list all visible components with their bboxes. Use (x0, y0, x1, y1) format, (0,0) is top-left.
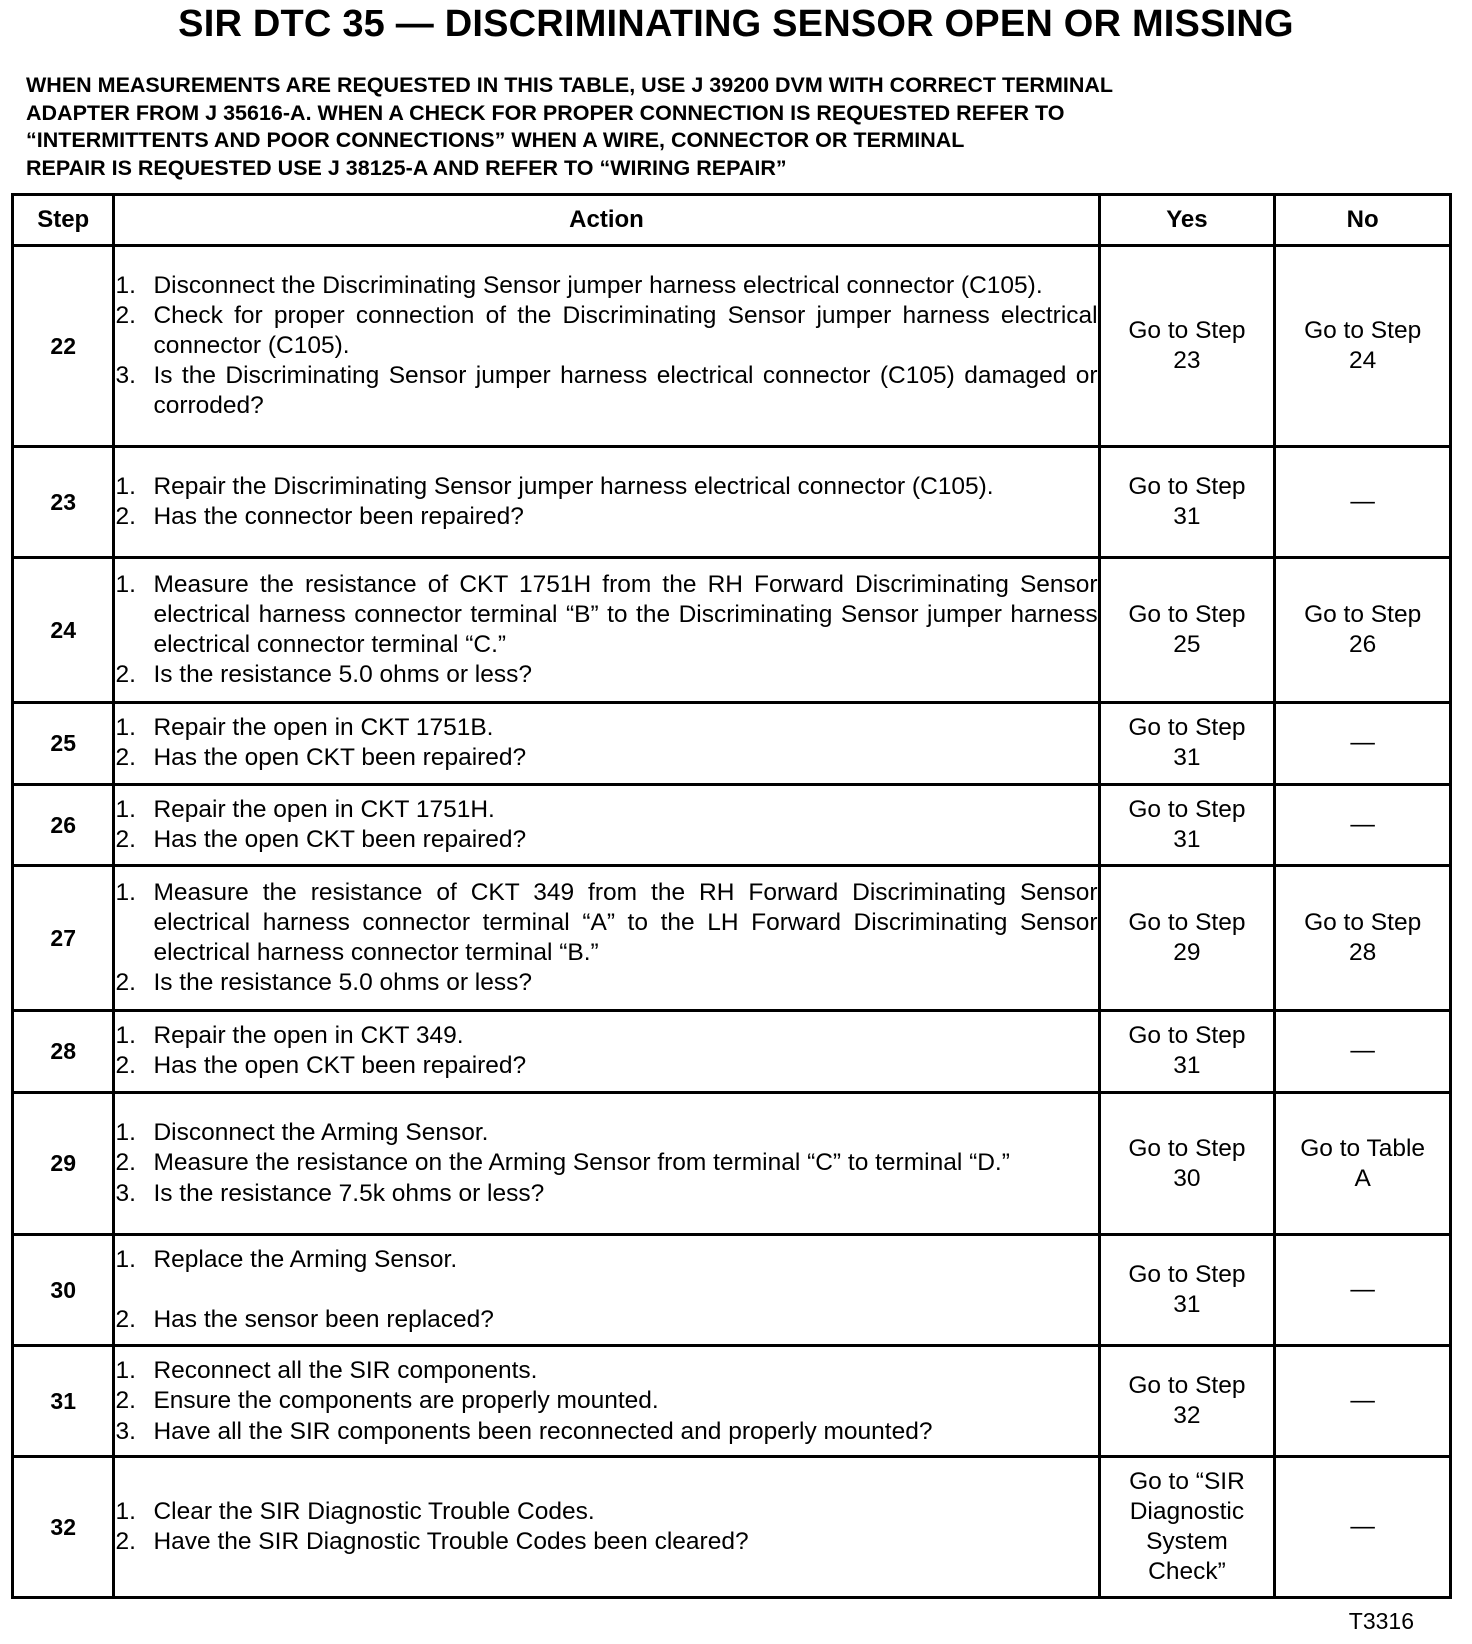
no-result: Go to Table A (1300, 1134, 1426, 1192)
table-row (13, 447, 1451, 558)
yes-column-header: Yes (1099, 195, 1275, 246)
step-number: 31 (13, 1346, 114, 1457)
yes-result: Go to Step 30 (1128, 1134, 1246, 1192)
table-row (13, 1346, 1451, 1457)
action-list (115, 1356, 1097, 1447)
table-row (13, 866, 1451, 1011)
action-cell (114, 246, 1099, 447)
table-row (13, 1457, 1451, 1598)
step-number: 26 (13, 784, 114, 866)
step-number: 24 (13, 558, 114, 703)
yes-result-cell (1099, 702, 1275, 784)
yes-result-cell (1099, 447, 1275, 558)
action-item-number: 3. (115, 1417, 136, 1445)
action-item-text: Clear the SIR Diagnostic Trouble Codes. (153, 1498, 595, 1526)
action-item (115, 502, 1097, 532)
table-header-row (13, 195, 1451, 246)
action-item (115, 1417, 1097, 1447)
no-result: — (1350, 811, 1375, 839)
action-item-number: 1. (115, 714, 136, 742)
action-item-text: Check for proper connection of the Discriminating Sensor jumper harness electrical connector (C105). (153, 301, 1098, 359)
action-cell (114, 1011, 1099, 1093)
action-item-text: Is the Discriminating Sensor jumper harness electrical connector (C105) damaged or corroded? (153, 362, 1098, 420)
action-cell (114, 447, 1099, 558)
yes-result: Go to Step 25 (1128, 601, 1246, 659)
action-item-text: Measure the resistance of CKT 1751H from the RH Forward Discriminating Sensor electrical harness connector terminal “B” to the Discriminating Sensor jumper harness electrical connector terminal “C.” (153, 570, 1098, 659)
action-list (115, 1245, 1097, 1335)
action-item-number: 1. (115, 878, 136, 906)
step-number: 23 (13, 447, 114, 558)
action-item-number: 2. (115, 1052, 136, 1080)
no-result: Go to Step 24 (1304, 317, 1422, 375)
step-number: 25 (13, 702, 114, 784)
action-item (115, 795, 1097, 825)
action-item (115, 1051, 1097, 1081)
table-row (13, 702, 1451, 784)
yes-result: Go to “SIR Diagnostic System Check” (1129, 1468, 1245, 1586)
yes-result: Go to Step 31 (1128, 473, 1246, 531)
action-item-text: Is the resistance 7.5k ohms or less? (153, 1179, 545, 1207)
yes-result-cell (1099, 1346, 1275, 1457)
no-result-cell (1275, 246, 1451, 447)
action-item-number: 2. (115, 661, 136, 689)
action-list (115, 1497, 1097, 1557)
action-item (115, 1386, 1097, 1416)
no-result-cell (1275, 1346, 1451, 1457)
action-list (115, 878, 1097, 999)
action-item (115, 1245, 1097, 1275)
yes-result: Go to Step 31 (1128, 1261, 1246, 1319)
step-number: 22 (13, 246, 114, 447)
action-item-number: 3. (115, 362, 136, 390)
yes-result: Go to Step 31 (1128, 1022, 1246, 1080)
no-result: — (1350, 488, 1375, 516)
action-item-text: Is the resistance 5.0 ohms or less? (153, 661, 533, 689)
action-item (115, 271, 1097, 301)
action-cell (114, 1346, 1099, 1457)
action-item-number: 2. (115, 969, 136, 997)
action-item-text: Repair the open in CKT 1751H. (153, 795, 495, 823)
no-result-cell (1275, 1011, 1451, 1093)
action-item-number: 2. (115, 826, 136, 854)
action-cell (114, 1092, 1099, 1235)
action-item (115, 825, 1097, 855)
table-body (13, 246, 1451, 1598)
no-result-cell (1275, 1092, 1451, 1235)
yes-result-cell (1099, 246, 1275, 447)
diagnostic-table (11, 193, 1452, 1599)
action-item (115, 743, 1097, 773)
action-item (115, 1148, 1097, 1178)
action-item-number: 2. (115, 1306, 136, 1334)
yes-result-cell (1099, 1235, 1275, 1346)
no-result-cell (1275, 447, 1451, 558)
action-cell (114, 702, 1099, 784)
step-column-header: Step (13, 195, 114, 246)
no-result: — (1350, 729, 1375, 757)
yes-result-cell (1099, 558, 1275, 703)
yes-result-cell (1099, 866, 1275, 1011)
action-list (115, 795, 1097, 855)
table-row (13, 246, 1451, 447)
table-row (13, 1092, 1451, 1235)
no-result: — (1350, 1387, 1375, 1415)
step-number: 27 (13, 866, 114, 1011)
yes-result: Go to Step 31 (1128, 796, 1246, 854)
action-item-number: 2. (115, 1528, 136, 1556)
action-item-number: 2. (115, 1387, 136, 1415)
no-result-cell (1275, 702, 1451, 784)
action-item-text: Measure the resistance on the Arming Sensor from terminal “C” to terminal “D.” (153, 1149, 1010, 1177)
yes-result-cell (1099, 1092, 1275, 1235)
table-row (13, 1011, 1451, 1093)
action-item-number: 1. (115, 570, 136, 598)
action-item-text: Has the open CKT been repaired? (153, 744, 527, 772)
action-cell (114, 1457, 1099, 1598)
action-item-text: Has the sensor been replaced? (153, 1306, 494, 1334)
action-item (115, 1118, 1097, 1148)
action-item (115, 361, 1097, 421)
no-result-cell (1275, 558, 1451, 703)
action-item-number: 3. (115, 1179, 136, 1207)
figure-id: T3316 (1348, 1608, 1414, 1634)
action-item-text: Repair the open in CKT 349. (153, 1022, 464, 1050)
action-item (115, 1021, 1097, 1051)
action-item-text: Repair the open in CKT 1751B. (153, 714, 494, 742)
action-item-number: 1. (115, 1498, 136, 1526)
no-result: Go to Step 28 (1304, 909, 1422, 967)
yes-result: Go to Step 31 (1128, 714, 1246, 772)
no-result: — (1350, 1276, 1375, 1304)
no-column-header: No (1275, 195, 1451, 246)
action-item (115, 713, 1097, 743)
action-item-number: 1. (115, 795, 136, 823)
no-result-cell (1275, 866, 1451, 1011)
action-item (115, 570, 1097, 661)
action-item (115, 660, 1097, 690)
action-item (115, 472, 1097, 502)
action-item (115, 1305, 1097, 1335)
action-item-text: Repair the Discriminating Sensor jumper harness electrical connector (C105). (153, 473, 994, 501)
action-cell (114, 558, 1099, 703)
intro-paragraph: WHEN MEASUREMENTS ARE REQUESTED IN THIS TABLE, USE J 39200 DVM WITH CORRECT TERMINAL ADAPTER FROM J 35616-A. WHEN A CHECK FOR PROPER CONNECTION IS REQUESTED REFER TO “INTERMITTENTS AND POOR CONNECTIONS” WHEN A WIRE, CONNECTOR OR TERMINAL REPAIR IS REQUESTED USE J 38125-A AND REFER TO “WIRING REPAIR” (26, 73, 1114, 180)
step-number: 30 (13, 1235, 114, 1346)
yes-result: Go to Step 23 (1128, 317, 1246, 375)
yes-result-cell (1099, 784, 1275, 866)
action-item-number: 1. (115, 1357, 136, 1385)
action-item (115, 1179, 1097, 1209)
action-item-text: Has the connector been repaired? (153, 503, 524, 531)
action-item-number: 2. (115, 503, 136, 531)
table-row (13, 1235, 1451, 1346)
page-title: SIR DTC 35 — DISCRIMINATING SENSOR OPEN OR MISSING (178, 3, 1294, 45)
action-item-number: 2. (115, 301, 136, 329)
no-result: — (1350, 1513, 1375, 1541)
action-list (115, 1118, 1097, 1209)
action-item-text: Has the open CKT been repaired? (153, 1052, 527, 1080)
action-list (115, 713, 1097, 773)
action-item (115, 301, 1097, 361)
no-result: — (1350, 1037, 1375, 1065)
action-cell (114, 1235, 1099, 1346)
action-item-text: Measure the resistance of CKT 349 from the RH Forward Discriminating Sensor electrical harness connector terminal “A” to the LH Forward Discriminating Sensor electrical harness connector terminal “B.” (153, 878, 1098, 967)
action-item-text: Is the resistance 5.0 ohms or less? (153, 969, 533, 997)
yes-result-cell (1099, 1011, 1275, 1093)
action-item-text: Ensure the components are properly mounted. (153, 1387, 659, 1415)
action-item (115, 1356, 1097, 1386)
action-item-text: Replace the Arming Sensor. (153, 1246, 458, 1274)
action-item-number: 1. (115, 1246, 136, 1274)
action-list (115, 570, 1097, 691)
action-item-number: 2. (115, 1149, 136, 1177)
table-row (13, 784, 1451, 866)
action-item (115, 968, 1097, 998)
action-item-number: 2. (115, 744, 136, 772)
yes-result-cell (1099, 1457, 1275, 1598)
no-result-cell (1275, 1235, 1451, 1346)
step-number: 28 (13, 1011, 114, 1093)
action-item-text: Have the SIR Diagnostic Trouble Codes been cleared? (153, 1528, 749, 1556)
action-item-number: 1. (115, 1119, 136, 1147)
action-list (115, 271, 1097, 422)
action-item-text: Has the open CKT been repaired? (153, 826, 527, 854)
action-item-text: Disconnect the Arming Sensor. (153, 1119, 489, 1147)
no-result-cell (1275, 784, 1451, 866)
action-list (115, 472, 1097, 532)
action-item-text: Reconnect all the SIR components. (153, 1357, 538, 1385)
no-result: Go to Step 26 (1304, 601, 1422, 659)
action-list (115, 1021, 1097, 1081)
action-cell (114, 866, 1099, 1011)
table-row (13, 558, 1451, 703)
action-item-text: Disconnect the Discriminating Sensor jumper harness electrical connector (C105). (153, 271, 1043, 299)
action-item-text: Have all the SIR components been reconnected and properly mounted? (153, 1417, 933, 1445)
action-item (115, 1497, 1097, 1527)
step-number: 29 (13, 1092, 114, 1235)
action-column-header: Action (114, 195, 1099, 246)
yes-result: Go to Step 32 (1128, 1372, 1246, 1430)
action-item-number: 1. (115, 473, 136, 501)
action-item (115, 878, 1097, 969)
action-item (115, 1527, 1097, 1557)
step-number: 32 (13, 1457, 114, 1598)
yes-result: Go to Step 29 (1128, 909, 1246, 967)
no-result-cell (1275, 1457, 1451, 1598)
action-cell (114, 784, 1099, 866)
action-item-number: 1. (115, 271, 136, 299)
action-item-number: 1. (115, 1022, 136, 1050)
